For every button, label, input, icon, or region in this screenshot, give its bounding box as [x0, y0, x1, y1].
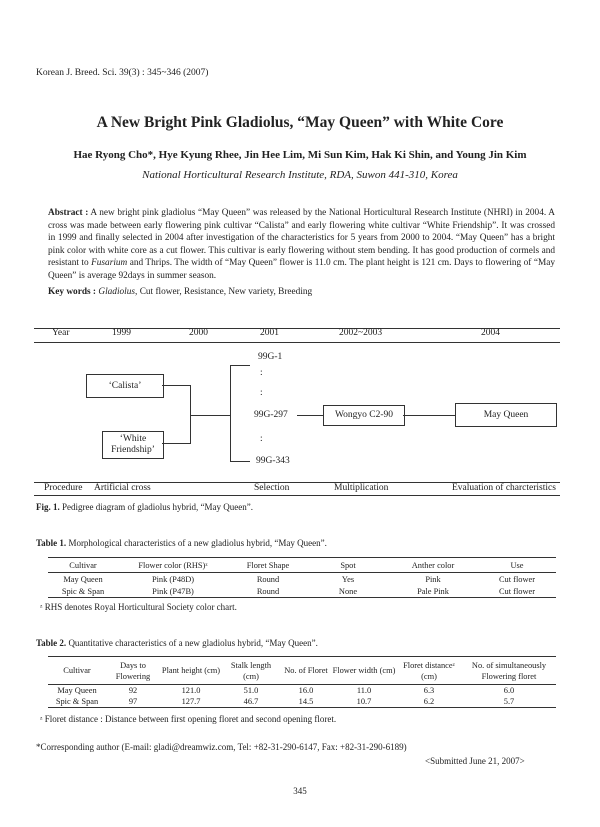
abstract-text-1: A new bright pink gladiolus “May Queen” was released by the National Horticultural Research Institute (NHRI) in 2004. A cross was made between early flowering pink cultivar “Calista” and early flowering white cultivar “White Friendship”. It was crossed in 1999 and finally selected in 2004 after investigation of the characteristics for 5 years from 2000 to 2004. “May Queen” has a bright pink color with white core as a cut flower. This cultivar is early flowering without stem bending. It has good production of cormels and resistant to	[48, 208, 555, 268]
table-cell: Spic & Span	[48, 696, 106, 708]
wongyo-label: Wongyo C2-90	[334, 410, 394, 420]
footer-selection: Selection	[254, 483, 290, 493]
journal-reference: Korean J. Breed. Sci. 39(3) : 345~346 (2007)	[36, 68, 209, 78]
table-cell: 11.0	[356, 686, 372, 695]
table-cell: Round	[228, 585, 308, 598]
table-row	[48, 696, 556, 708]
abstract-text-2: and Thrips. The width of “May Queen” flower is 11.0 cm. The plant height is 121 cm. Days to flowering of “May Queen” is average 92days in summer season.	[48, 258, 556, 281]
parent-box-white-friendship	[102, 431, 164, 459]
figure-caption-label: Fig. 1.	[36, 502, 60, 512]
header-1999: 1999	[112, 328, 131, 338]
diagram-bottom-rule	[34, 495, 560, 496]
table2-caption-text: Quantitative characteristics of a new gladiolus hybrid, “May Queen”.	[66, 638, 318, 648]
keywords	[48, 287, 312, 297]
wongyo-box	[323, 405, 405, 426]
table-cell: Pale Pink	[388, 585, 478, 598]
bracket-top	[230, 365, 250, 366]
may-queen-box	[455, 403, 557, 427]
table-cell: Pink	[425, 574, 441, 584]
figure-caption-text: Pedigree diagram of gladiolus hybrid, “May Queen”.	[59, 502, 253, 512]
white-friendship-label: ‘White Friendship’	[111, 434, 155, 455]
table-cell: May Queen	[63, 574, 103, 584]
table-cell: 46.7	[222, 696, 280, 708]
dots-3: :	[260, 434, 263, 444]
figure-caption	[36, 502, 253, 512]
table2-caption	[36, 638, 318, 648]
table2-header-cell: Cultivar	[48, 657, 106, 685]
table-cell: 121.0	[181, 686, 201, 695]
table1-header-cell: Floret Shape	[228, 558, 308, 573]
table1-header-cell: Spot	[308, 558, 388, 573]
author-list: Hae Ryong Cho*, Hye Kyung Rhee, Jin Hee Lim, Mi Sun Kim, Hak Ki Shin, and Young Jin Kim	[73, 149, 527, 161]
table-cell: Pink (P47B)	[118, 585, 228, 598]
table-row	[48, 573, 556, 586]
header-2000: 2000	[189, 328, 208, 338]
table-cell: Cut flower	[498, 574, 536, 584]
dots-1: :	[260, 368, 263, 378]
table1-header-cell: Cultivar	[48, 558, 118, 573]
corresponding-author-footnote: *Corresponding author (E-mail: gladi@dreamwiz.com, Tel: +82-31-290-6147, Fax: +82-31-290-6189)	[36, 742, 407, 752]
table2-header-cell: No. of Floret	[280, 657, 332, 685]
header-2004: 2004	[481, 328, 500, 338]
selection-to-wongyo	[297, 415, 323, 416]
table2-header-cell: No. of simultaneously Flowering floret	[462, 657, 556, 685]
footer-procedure: Procedure	[44, 483, 83, 493]
table-cell: 5.7	[462, 696, 556, 708]
table2-header-cell: Flower width (cm)	[332, 657, 396, 685]
abstract-italic-term: Fusarium	[91, 258, 128, 268]
table2-header-cell: Floret distanceᶻ (cm)	[396, 657, 462, 685]
table-cell: Spic & Span	[48, 585, 118, 598]
parent-box-calista	[86, 374, 164, 398]
keywords-label: Key words :	[48, 287, 97, 297]
table1-header-cell: Use	[478, 558, 556, 573]
cross-to-selection	[190, 415, 230, 416]
table-cell: 6.0	[503, 686, 515, 695]
table-cell: 127.7	[160, 696, 222, 708]
table1-caption-label: Table 1.	[36, 538, 67, 548]
table-cell: Round	[256, 574, 280, 584]
diagram-header-rule	[34, 342, 560, 343]
footer-multiplication: Multiplication	[334, 483, 389, 493]
footer-evaluation: Evaluation of charcteristics	[452, 483, 556, 493]
table2-note: ᶻ Floret distance : Distance between first opening floret and second opening floret.	[40, 714, 337, 724]
page-number: 345	[293, 786, 307, 796]
keyword-italic: Gladiolus	[98, 287, 136, 297]
selection-99g-343: 99G-343	[256, 456, 290, 466]
table-2	[48, 656, 556, 708]
table2-header-cell: Stalk length (cm)	[222, 657, 280, 685]
table-cell: 6.2	[396, 696, 462, 708]
table2-caption-label: Table 2.	[36, 638, 67, 648]
table-cell: Pink (P48D)	[151, 574, 195, 584]
table2-header-cell: Plant height (cm)	[160, 657, 222, 685]
table-cell: May Queen	[57, 686, 97, 695]
bracket-bottom	[230, 461, 250, 462]
may-queen-label: May Queen	[483, 409, 529, 420]
table-cell: Cut flower	[478, 585, 556, 598]
table1-header-row	[48, 558, 556, 573]
header-2002-2003: 2002~2003	[339, 328, 383, 338]
table-cell: Yes	[341, 574, 355, 584]
footer-artificial-cross: Artificial cross	[94, 483, 151, 493]
calista-label: ‘Calista’	[108, 380, 142, 391]
table-row	[48, 585, 556, 598]
pedigree-diagram	[34, 322, 560, 498]
table1-header-cell: Flower color (RHS)ᶻ	[118, 558, 228, 573]
table2-header-cell: Days to Flowering	[106, 657, 160, 685]
table2-header-row	[48, 657, 556, 685]
table-cell: 16.0	[298, 686, 314, 695]
submission-date: <Submitted June 21, 2007>	[425, 756, 525, 766]
header-year: Year	[52, 328, 70, 338]
affiliation: National Horticultural Research Institute, RDA, Suwon 441-310, Korea	[142, 169, 458, 181]
table1-note: ᶻ RHS denotes Royal Horticultural Society color chart.	[40, 602, 237, 612]
table-cell: 6.3	[423, 686, 435, 695]
abstract	[48, 207, 555, 282]
table-cell: 51.0	[243, 686, 259, 695]
table-1	[48, 557, 556, 598]
header-2001: 2001	[260, 328, 279, 338]
keywords-rest: , Cut flower, Resistance, New variety, Breeding	[135, 287, 313, 297]
dots-2: :	[260, 388, 263, 398]
selection-99g-297: 99G-297	[254, 410, 288, 420]
table1-header-cell: Anther color	[388, 558, 478, 573]
table-cell: None	[308, 585, 388, 598]
calista-connector	[162, 385, 190, 386]
abstract-label: Abstract :	[48, 208, 89, 218]
table-cell: 10.7	[332, 696, 396, 708]
table-cell: 14.5	[280, 696, 332, 708]
table-cell: 92	[128, 686, 138, 695]
table-cell: 97	[106, 696, 160, 708]
table-row	[48, 685, 556, 697]
selection-bracket	[230, 365, 231, 461]
table1-caption	[36, 538, 327, 548]
table1-caption-text: Morphological characteristics of a new gladiolus hybrid, “May Queen”.	[66, 538, 327, 548]
selection-99g-1: 99G-1	[258, 352, 283, 362]
wongyo-to-mayqueen	[403, 415, 455, 416]
paper-title: A New Bright Pink Gladiolus, “May Queen” with White Core	[96, 114, 504, 131]
wf-connector	[162, 443, 190, 444]
